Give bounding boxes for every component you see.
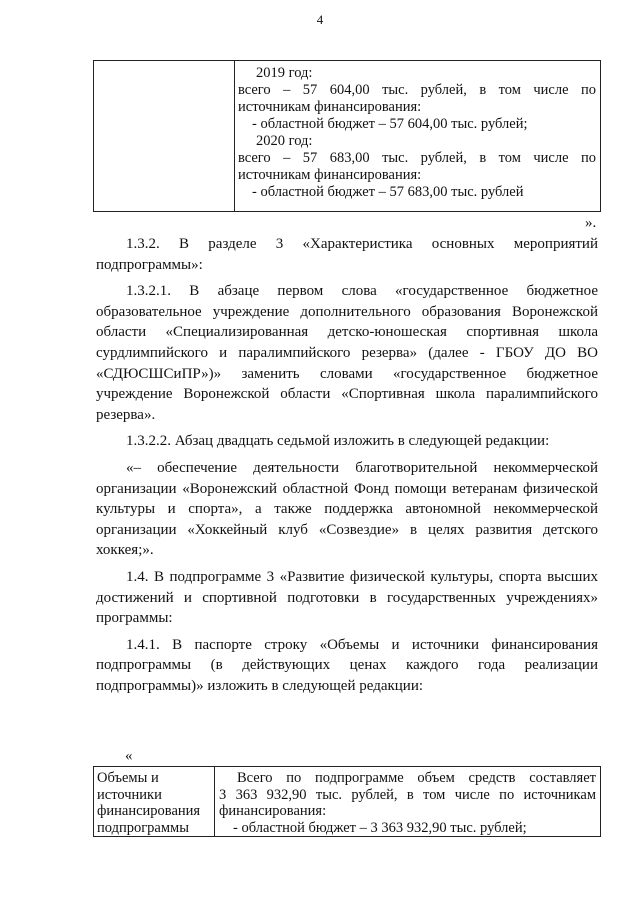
closing-quote: ». [585, 215, 597, 231]
row-header-cell [94, 767, 215, 837]
text-line: организации «Хоккейный клуб «Созвездие» в целях развития детского [96, 521, 598, 538]
row-header-line: финансирования [97, 803, 201, 819]
paragraph-1-3-2-2 [96, 431, 598, 452]
text-line: хоккея;». [96, 542, 154, 559]
text-line: «– обеспечение деятельности благотворительной некоммерческой [126, 459, 598, 476]
table-cell-empty [94, 61, 235, 212]
text-line: 1.3.2.2. Абзац двадцать седьмой изложить в следующей редакции: [126, 433, 550, 450]
text-line: подпрограммы (в действующих ценах каждого года реализации [96, 657, 598, 674]
regional-budget-2019-line: - областной бюджет – 57 604,00 тыс. рублей; [252, 116, 528, 132]
row-header-line: Объемы и [97, 770, 159, 786]
text-line: области «Специализированная детско-юношеская спортивная школа [96, 324, 598, 341]
text-line: 1.4. В подпрограмме 3 «Развитие физической культуры, спорта высших [126, 568, 598, 585]
regional-budget-line: - областной бюджет – 3 363 932,90 тыс. рублей; [233, 819, 527, 836]
text-line: сурдлимпийского и паралимпийского резерва» (далее - ГБОУ ДО ВО [96, 344, 598, 361]
body-text [96, 234, 598, 702]
text-line: организации «Воронежский областной Фонд помощи ветеранам физической [96, 480, 598, 497]
text-line: культуры и спорта», а также поддержка автономной некоммерческой [96, 501, 598, 518]
year-2019-label: 2019 год: [256, 65, 313, 81]
text-line: учреждение Воронежской области «Спортивная школа паралимпийского [96, 386, 598, 403]
text-line: образовательное учреждение дополнительного образования Воронежской [96, 303, 598, 320]
year-2020-label: 2020 год: [256, 133, 313, 149]
funding-value-cell [215, 767, 601, 837]
total-2019-line: всего – 57 604,00 тыс. рублей, в том числе по [238, 82, 596, 98]
page-number: 4 [316, 12, 324, 27]
text-line: 1.3.2. В разделе 3 «Характеристика основных мероприятий [126, 236, 598, 252]
text-line: подпрограммы)» изложить в следующей редакции: [96, 677, 424, 694]
sources-2020-line: источникам финансирования: [238, 167, 422, 183]
paragraph-quoted-amendment [96, 458, 598, 561]
row-header-line: источники [97, 786, 162, 803]
total-2020-line: всего – 57 683,00 тыс. рублей, в том числе по [238, 150, 596, 166]
text-line: подпрограммы»: [96, 256, 203, 273]
regional-budget-2020-line: - областной бюджет – 57 683,00 тыс. рублей [252, 184, 524, 200]
text-line: «СДЮСШСиПР»)» заменить словами «государственное бюджетное [96, 365, 598, 382]
row-header-line: подпрограммы [97, 819, 189, 836]
paragraph-1-4-1 [96, 635, 598, 697]
sources-2019-line: источникам финансирования: [238, 99, 422, 115]
text-line: 1.3.2.1. В абзаце первом слова «государственное бюджетное [126, 283, 598, 300]
paragraph-1-3-2-1 [96, 281, 598, 425]
table-row [94, 767, 601, 837]
table-cell-funding [235, 61, 601, 212]
sources-line: финансирования: [219, 803, 327, 819]
total-amount-line: 3 363 932,90 тыс. рублей, в том числе по источникам [219, 786, 596, 803]
funding-table-top [93, 60, 601, 212]
text-line: резерва». [96, 406, 156, 423]
total-volume-line: Всего по подпрограмме объем средств составляет [237, 770, 596, 786]
opening-quote: « [125, 748, 133, 764]
text-line: 1.4.1. В паспорте строку «Объемы и источники финансирования [126, 636, 598, 653]
table-row [94, 61, 601, 212]
paragraph-1-4 [96, 567, 598, 629]
text-line: программы: [96, 610, 173, 627]
funding-table-bottom [93, 766, 601, 837]
paragraph-1-3-2 [96, 234, 598, 275]
text-line: достижений и спортивной подготовки в государственных учреждениях» [96, 589, 598, 606]
